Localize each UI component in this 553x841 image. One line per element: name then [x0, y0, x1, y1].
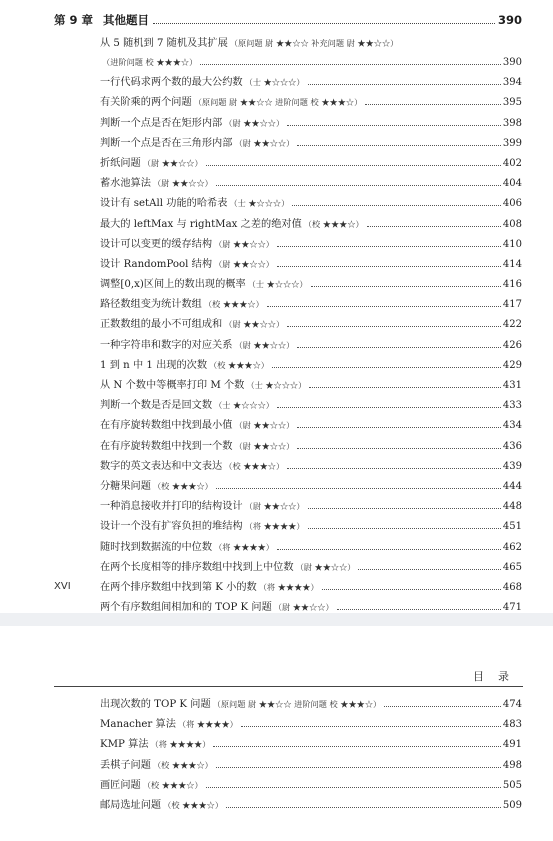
- entry-page: 434: [502, 420, 522, 432]
- dot-leader: [384, 706, 501, 707]
- entry-title: 1 到 n 中 1 出现的次数: [100, 359, 208, 371]
- entry-page: 416: [502, 279, 522, 291]
- entry-difficulty: （进阶问题 校 ★★★☆）: [102, 57, 198, 67]
- toc-list-continued: [100, 694, 522, 815]
- entry-page: 422: [502, 319, 522, 331]
- entry-page: 468: [502, 581, 522, 593]
- entry-page: 498: [502, 759, 522, 771]
- toc-entry[interactable]: [100, 415, 522, 435]
- dot-leader: [277, 246, 501, 247]
- toc-entry[interactable]: [100, 734, 522, 754]
- entry-title: 分糖果问题: [100, 480, 151, 492]
- dot-leader: [216, 488, 501, 489]
- entry-difficulty: （尉 ★★☆☆）: [234, 440, 295, 451]
- toc-entry[interactable]: [100, 294, 522, 314]
- entry-title: 数字的英文表达和中文表达: [100, 460, 223, 472]
- entry-difficulty: （将 ★★★★）: [150, 739, 211, 750]
- entry-title: 在两个排序数组中找到第 K 小的数: [100, 581, 257, 593]
- chapter-page: 390: [497, 13, 522, 27]
- dot-leader: [311, 286, 501, 287]
- dot-leader: [308, 528, 501, 529]
- toc-entry[interactable]: [100, 133, 522, 153]
- page-folio: XVI: [54, 581, 71, 592]
- dot-leader: [267, 306, 501, 307]
- toc-entry[interactable]: [100, 92, 522, 112]
- dot-leader: [277, 266, 501, 267]
- toc-entry[interactable]: [100, 335, 522, 355]
- dot-leader: [206, 787, 501, 788]
- toc-entry[interactable]: [100, 516, 522, 536]
- entry-title: 两个有序数组间相加和的 TOP K 问题: [100, 602, 272, 614]
- dot-leader: [365, 104, 501, 105]
- entry-difficulty: （校 ★★★☆）: [142, 779, 203, 790]
- entry-difficulty: （校 ★★★☆）: [152, 759, 213, 770]
- entry-difficulty: （尉 ★★☆☆）: [142, 157, 203, 168]
- entry-page: 462: [502, 541, 522, 553]
- dot-leader: [358, 569, 500, 570]
- toc-entry[interactable]: [100, 193, 522, 213]
- entry-page: 406: [502, 198, 522, 210]
- entry-title: Manacher 算法: [100, 719, 176, 731]
- toc-entry[interactable]: [100, 34, 522, 52]
- toc-list-chapter-9: [100, 34, 522, 617]
- toc-entry[interactable]: [100, 476, 522, 496]
- toc-entry[interactable]: [100, 496, 522, 516]
- dot-leader: [206, 165, 501, 166]
- entry-page: 505: [502, 779, 522, 791]
- entry-difficulty: （尉 ★★☆☆）: [214, 258, 274, 269]
- dot-leader: [337, 609, 501, 610]
- dot-leader: [287, 326, 501, 327]
- toc-entry[interactable]: [100, 436, 522, 456]
- entry-difficulty: （尉 ★★☆☆）: [224, 319, 285, 330]
- entry-page: 426: [502, 339, 522, 351]
- entry-difficulty: （尉 ★★☆☆）: [295, 561, 356, 572]
- entry-difficulty: （将 ★★★★）: [244, 521, 305, 532]
- header-rule: [54, 686, 523, 687]
- entry-title: 一行代码求两个数的最大公约数: [100, 77, 243, 89]
- toc-entry[interactable]: [100, 577, 522, 597]
- entry-title: 判断一个点是否在矩形内部: [100, 117, 223, 129]
- entry-difficulty: （将 ★★★★）: [214, 541, 274, 552]
- entry-title: 正数数组的最小不可组成和: [100, 319, 223, 331]
- toc-entry[interactable]: [100, 153, 522, 173]
- entry-difficulty: （尉 ★★☆☆）: [234, 137, 295, 148]
- entry-difficulty: （士 ★☆☆☆）: [247, 279, 308, 290]
- entry-title: 在有序旋转数组中找到最小值: [100, 420, 233, 432]
- entry-difficulty: （原问题 尉 ★★☆☆ 进阶问题 校 ★★★☆）: [193, 97, 363, 108]
- dot-leader: [308, 508, 501, 509]
- entry-title: 折纸问题: [100, 157, 141, 169]
- dot-leader: [216, 767, 501, 768]
- entry-title: 在有序旋转数组中找到一个数: [100, 440, 233, 452]
- entry-page: 471: [502, 602, 522, 614]
- entry-page: 399: [502, 137, 522, 149]
- dot-leader: [309, 387, 501, 388]
- entry-difficulty: （校 ★★★☆）: [224, 460, 285, 471]
- entry-difficulty: （将 ★★★★）: [258, 581, 319, 592]
- toc-entry[interactable]: [100, 694, 522, 714]
- chapter-title: 其他题目: [103, 13, 150, 27]
- dot-leader: [213, 746, 500, 747]
- dot-leader: [292, 205, 501, 206]
- entry-page: 410: [502, 238, 522, 250]
- page-lower: [0, 626, 553, 841]
- entry-difficulty: （尉 ★★☆☆）: [244, 501, 305, 512]
- toc-entry[interactable]: [100, 597, 522, 617]
- entry-difficulty: （校 ★★★☆）: [163, 799, 224, 810]
- dot-leader: [297, 347, 501, 348]
- toc-entry[interactable]: [100, 214, 522, 234]
- toc-entry-continuation[interactable]: [100, 52, 522, 72]
- entry-difficulty: （尉 ★★☆☆）: [273, 602, 334, 613]
- entry-difficulty: （校 ★★★☆）: [203, 299, 264, 310]
- entry-difficulty: （校 ★★★☆）: [152, 480, 213, 491]
- entry-page: 433: [502, 400, 522, 412]
- toc-entry[interactable]: [100, 537, 522, 557]
- dot-leader: [322, 589, 501, 590]
- entry-page: 465: [502, 561, 522, 573]
- toc-entry[interactable]: [100, 314, 522, 334]
- entry-page: 402: [502, 157, 522, 169]
- toc-entry[interactable]: [100, 395, 522, 415]
- entry-difficulty: （校 ★★★☆）: [303, 218, 364, 229]
- entry-title: 画匠问题: [100, 779, 141, 791]
- dot-leader: [200, 64, 501, 65]
- toc-entry[interactable]: [100, 234, 522, 254]
- entry-page: 448: [502, 501, 522, 513]
- entry-title: 在两个长度相等的排序数组中找到上中位数: [100, 561, 294, 573]
- entry-page: 431: [502, 380, 522, 391]
- entry-difficulty: （士 ★☆☆☆）: [229, 198, 290, 209]
- entry-title: 判断一个点是否在三角形内部: [100, 137, 233, 149]
- entry-page: 390: [502, 57, 522, 68]
- dot-leader: [308, 84, 501, 85]
- dot-leader: [226, 807, 501, 808]
- dot-leader: [272, 367, 501, 368]
- dot-leader: [153, 23, 495, 24]
- entry-difficulty: （尉 ★★☆☆）: [152, 178, 213, 189]
- dot-leader: [287, 125, 501, 126]
- toc-entry[interactable]: [100, 557, 522, 577]
- entry-page: 408: [502, 218, 522, 230]
- toc-entry[interactable]: [100, 456, 522, 476]
- entry-page: 509: [502, 799, 522, 811]
- entry-difficulty: （将 ★★★★）: [177, 719, 238, 730]
- entry-title: 路径数组变为统计数组: [100, 299, 202, 311]
- entry-page: 436: [502, 440, 522, 452]
- dot-leader: [297, 145, 501, 146]
- entry-difficulty: （尉 ★★☆☆）: [214, 238, 274, 249]
- toc-entry[interactable]: [100, 795, 522, 815]
- dot-leader: [277, 549, 501, 550]
- entry-page: 483: [502, 719, 522, 731]
- entry-title: 从 N 个数中等概率打印 M 个数: [100, 380, 245, 391]
- dot-leader: [287, 468, 501, 469]
- toc-entry[interactable]: [100, 274, 522, 294]
- entry-page: 394: [502, 77, 522, 89]
- entry-title: 设计一个没有扩容负担的堆结构: [100, 521, 243, 533]
- entry-page: 429: [502, 359, 522, 371]
- entry-title: 邮局选址问题: [100, 799, 162, 811]
- toc-entry[interactable]: [100, 254, 522, 274]
- chapter-number: 第 9 章: [54, 13, 94, 27]
- entry-title: 一种消息接收并打印的结构设计: [100, 501, 243, 513]
- entry-title: 调整[0,x)区间上的数出现的概率: [100, 279, 246, 291]
- toc-entry[interactable]: [100, 775, 522, 795]
- entry-title: 蓄水池算法: [100, 178, 151, 190]
- entry-page: 451: [502, 521, 522, 533]
- entry-page: 439: [502, 460, 522, 472]
- toc-entry[interactable]: [100, 355, 522, 375]
- dot-leader: [277, 407, 501, 408]
- entry-difficulty: （士 ★☆☆☆）: [246, 380, 307, 390]
- entry-page: 417: [502, 299, 522, 311]
- entry-difficulty: （校 ★★★☆）: [209, 359, 269, 370]
- entry-page: 491: [502, 739, 522, 751]
- entry-title: 最大的 leftMax 与 rightMax 之差的绝对值: [100, 218, 302, 230]
- running-head: 目录: [473, 670, 523, 683]
- toc-entry[interactable]: [100, 714, 522, 734]
- dot-leader: [297, 427, 501, 428]
- chapter-heading[interactable]: [54, 12, 522, 28]
- entry-title: 从 5 随机到 7 随机及其扩展: [100, 38, 228, 49]
- toc-entry[interactable]: [100, 72, 522, 92]
- entry-page: 398: [502, 117, 522, 129]
- entry-title: 出现次数的 TOP K 问题: [100, 699, 211, 710]
- entry-difficulty: （尉 ★★☆☆）: [234, 339, 295, 350]
- toc-entry[interactable]: [100, 755, 522, 775]
- entry-title: 设计 RandomPool 结构: [100, 258, 213, 270]
- entry-difficulty: （原问题 尉 ★★☆☆ 补充问题 尉 ★★☆☆）: [229, 38, 399, 48]
- toc-entry[interactable]: [100, 375, 522, 395]
- entry-page: 444: [502, 480, 522, 492]
- entry-title: 设计有 setAll 功能的哈希表: [100, 198, 228, 210]
- entry-difficulty: （尉 ★★☆☆）: [234, 420, 295, 431]
- entry-page: 404: [502, 178, 522, 190]
- entry-title: 丢棋子问题: [100, 759, 151, 771]
- entry-page: 395: [502, 97, 522, 109]
- dot-leader: [216, 185, 501, 186]
- entry-difficulty: （尉 ★★☆☆）: [224, 117, 285, 128]
- entry-title: 设计可以变更的缓存结构: [100, 238, 213, 250]
- entry-title: 有关阶乘的两个问题: [100, 97, 192, 109]
- entry-difficulty: （士 ★☆☆☆）: [214, 400, 274, 411]
- dot-leader: [297, 448, 501, 449]
- toc-entry[interactable]: [100, 173, 522, 193]
- entry-title: 随时找到数据流的中位数: [100, 541, 213, 553]
- entry-difficulty: （士 ★☆☆☆）: [244, 77, 305, 88]
- entry-title: 一种字符串和数字的对应关系: [100, 339, 233, 351]
- dot-leader: [367, 226, 501, 227]
- entry-page: 474: [502, 699, 522, 710]
- entry-difficulty: （原问题 尉 ★★☆☆ 进阶问题 校 ★★★☆）: [212, 699, 382, 709]
- toc-entry[interactable]: [100, 113, 522, 133]
- entry-title: 判断一个数是否是回文数: [100, 400, 213, 412]
- dot-leader: [241, 726, 501, 727]
- entry-title: KMP 算法: [100, 739, 149, 751]
- entry-page: 414: [502, 258, 522, 270]
